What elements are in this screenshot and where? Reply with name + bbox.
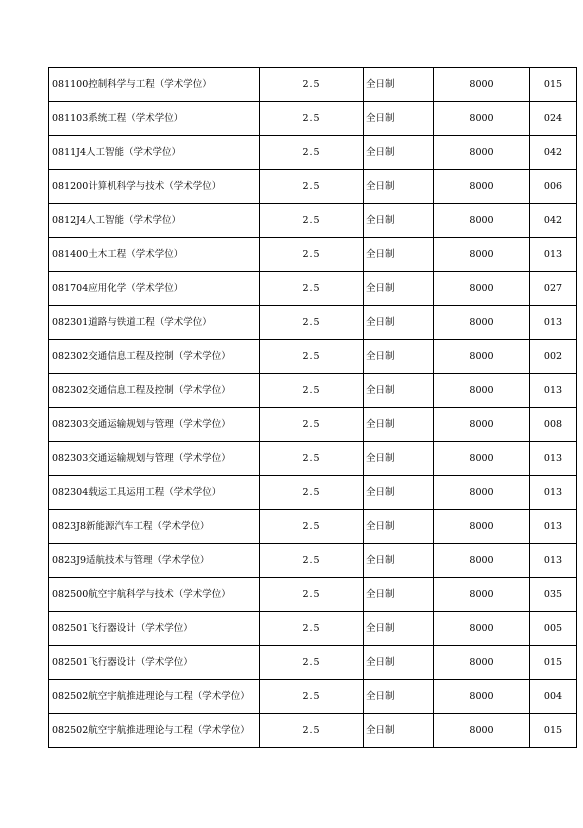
major-cell: 081400土木工程（学术学位） xyxy=(49,238,260,272)
code-cell: 015 xyxy=(530,68,577,102)
major-cell: 082303交通运输规划与管理（学术学位） xyxy=(49,442,260,476)
program-table xyxy=(48,67,577,748)
major-cell: 082501飞行器设计（学术学位） xyxy=(49,612,260,646)
table-row xyxy=(49,612,577,646)
duration-cell: 2.5 xyxy=(260,510,364,544)
duration-cell: 2.5 xyxy=(260,442,364,476)
duration-cell: 2.5 xyxy=(260,544,364,578)
tuition-cell: 8000 xyxy=(434,680,530,714)
table-row xyxy=(49,204,577,238)
tuition-cell: 8000 xyxy=(434,238,530,272)
tuition-cell: 8000 xyxy=(434,612,530,646)
tuition-cell: 8000 xyxy=(434,714,530,748)
table-row xyxy=(49,578,577,612)
table-row xyxy=(49,544,577,578)
code-cell: 013 xyxy=(530,238,577,272)
major-cell: 082304载运工具运用工程（学术学位） xyxy=(49,476,260,510)
duration-cell: 2.5 xyxy=(260,578,364,612)
study-mode-cell: 全日制 xyxy=(364,374,434,408)
study-mode-cell: 全日制 xyxy=(364,136,434,170)
code-cell: 008 xyxy=(530,408,577,442)
study-mode-cell: 全日制 xyxy=(364,442,434,476)
duration-cell: 2.5 xyxy=(260,476,364,510)
study-mode-cell: 全日制 xyxy=(364,68,434,102)
tuition-cell: 8000 xyxy=(434,544,530,578)
table-row xyxy=(49,646,577,680)
code-cell: 027 xyxy=(530,272,577,306)
major-cell: 081704应用化学（学术学位） xyxy=(49,272,260,306)
duration-cell: 2.5 xyxy=(260,340,364,374)
major-cell: 0812J4人工智能（学术学位） xyxy=(49,204,260,238)
study-mode-cell: 全日制 xyxy=(364,238,434,272)
major-cell: 082500航空宇航科学与技术（学术学位） xyxy=(49,578,260,612)
duration-cell: 2.5 xyxy=(260,408,364,442)
code-cell: 013 xyxy=(530,544,577,578)
major-cell: 081103系统工程（学术学位） xyxy=(49,102,260,136)
study-mode-cell: 全日制 xyxy=(364,306,434,340)
study-mode-cell: 全日制 xyxy=(364,204,434,238)
major-cell: 082302交通信息工程及控制（学术学位） xyxy=(49,340,260,374)
table-row xyxy=(49,68,577,102)
duration-cell: 2.5 xyxy=(260,238,364,272)
code-cell: 024 xyxy=(530,102,577,136)
tuition-cell: 8000 xyxy=(434,442,530,476)
tuition-cell: 8000 xyxy=(434,374,530,408)
major-cell: 081200计算机科学与技术（学术学位） xyxy=(49,170,260,204)
tuition-cell: 8000 xyxy=(434,68,530,102)
code-cell: 042 xyxy=(530,136,577,170)
tuition-cell: 8000 xyxy=(434,272,530,306)
code-cell: 002 xyxy=(530,340,577,374)
study-mode-cell: 全日制 xyxy=(364,544,434,578)
major-cell: 0823J8新能源汽车工程（学术学位） xyxy=(49,510,260,544)
major-cell: 081100控制科学与工程（学术学位） xyxy=(49,68,260,102)
major-cell: 0811J4人工智能（学术学位） xyxy=(49,136,260,170)
major-cell: 082502航空宇航推进理论与工程（学术学位） xyxy=(49,680,260,714)
study-mode-cell: 全日制 xyxy=(364,612,434,646)
code-cell: 013 xyxy=(530,442,577,476)
program-table-body xyxy=(49,68,577,748)
study-mode-cell: 全日制 xyxy=(364,578,434,612)
duration-cell: 2.5 xyxy=(260,680,364,714)
tuition-cell: 8000 xyxy=(434,170,530,204)
duration-cell: 2.5 xyxy=(260,272,364,306)
code-cell: 035 xyxy=(530,578,577,612)
table-row xyxy=(49,238,577,272)
tuition-cell: 8000 xyxy=(434,578,530,612)
study-mode-cell: 全日制 xyxy=(364,680,434,714)
duration-cell: 2.5 xyxy=(260,204,364,238)
major-cell: 082501飞行器设计（学术学位） xyxy=(49,646,260,680)
tuition-cell: 8000 xyxy=(434,476,530,510)
table-row xyxy=(49,170,577,204)
table-row xyxy=(49,408,577,442)
major-cell: 082303交通运输规划与管理（学术学位） xyxy=(49,408,260,442)
duration-cell: 2.5 xyxy=(260,374,364,408)
table-row xyxy=(49,102,577,136)
table-row xyxy=(49,272,577,306)
duration-cell: 2.5 xyxy=(260,306,364,340)
study-mode-cell: 全日制 xyxy=(364,510,434,544)
table-row xyxy=(49,680,577,714)
tuition-cell: 8000 xyxy=(434,306,530,340)
code-cell: 013 xyxy=(530,374,577,408)
tuition-cell: 8000 xyxy=(434,340,530,374)
tuition-cell: 8000 xyxy=(434,510,530,544)
study-mode-cell: 全日制 xyxy=(364,102,434,136)
table-row xyxy=(49,340,577,374)
study-mode-cell: 全日制 xyxy=(364,272,434,306)
duration-cell: 2.5 xyxy=(260,646,364,680)
code-cell: 013 xyxy=(530,510,577,544)
major-cell: 0823J9适航技术与管理（学术学位） xyxy=(49,544,260,578)
duration-cell: 2.5 xyxy=(260,612,364,646)
major-cell: 082502航空宇航推进理论与工程（学术学位） xyxy=(49,714,260,748)
code-cell: 004 xyxy=(530,680,577,714)
duration-cell: 2.5 xyxy=(260,170,364,204)
tuition-cell: 8000 xyxy=(434,102,530,136)
table-row xyxy=(49,136,577,170)
major-cell: 082301道路与铁道工程（学术学位） xyxy=(49,306,260,340)
code-cell: 013 xyxy=(530,306,577,340)
table-row xyxy=(49,510,577,544)
tuition-cell: 8000 xyxy=(434,204,530,238)
duration-cell: 2.5 xyxy=(260,136,364,170)
table-row xyxy=(49,306,577,340)
code-cell: 042 xyxy=(530,204,577,238)
table-row xyxy=(49,476,577,510)
code-cell: 015 xyxy=(530,646,577,680)
code-cell: 013 xyxy=(530,476,577,510)
tuition-cell: 8000 xyxy=(434,646,530,680)
table-row xyxy=(49,442,577,476)
study-mode-cell: 全日制 xyxy=(364,476,434,510)
duration-cell: 2.5 xyxy=(260,102,364,136)
tuition-cell: 8000 xyxy=(434,136,530,170)
code-cell: 005 xyxy=(530,612,577,646)
study-mode-cell: 全日制 xyxy=(364,646,434,680)
study-mode-cell: 全日制 xyxy=(364,170,434,204)
table-row xyxy=(49,714,577,748)
study-mode-cell: 全日制 xyxy=(364,340,434,374)
study-mode-cell: 全日制 xyxy=(364,408,434,442)
table-row xyxy=(49,374,577,408)
major-cell: 082302交通信息工程及控制（学术学位） xyxy=(49,374,260,408)
study-mode-cell: 全日制 xyxy=(364,714,434,748)
duration-cell: 2.5 xyxy=(260,714,364,748)
duration-cell: 2.5 xyxy=(260,68,364,102)
code-cell: 006 xyxy=(530,170,577,204)
tuition-cell: 8000 xyxy=(434,408,530,442)
code-cell: 015 xyxy=(530,714,577,748)
